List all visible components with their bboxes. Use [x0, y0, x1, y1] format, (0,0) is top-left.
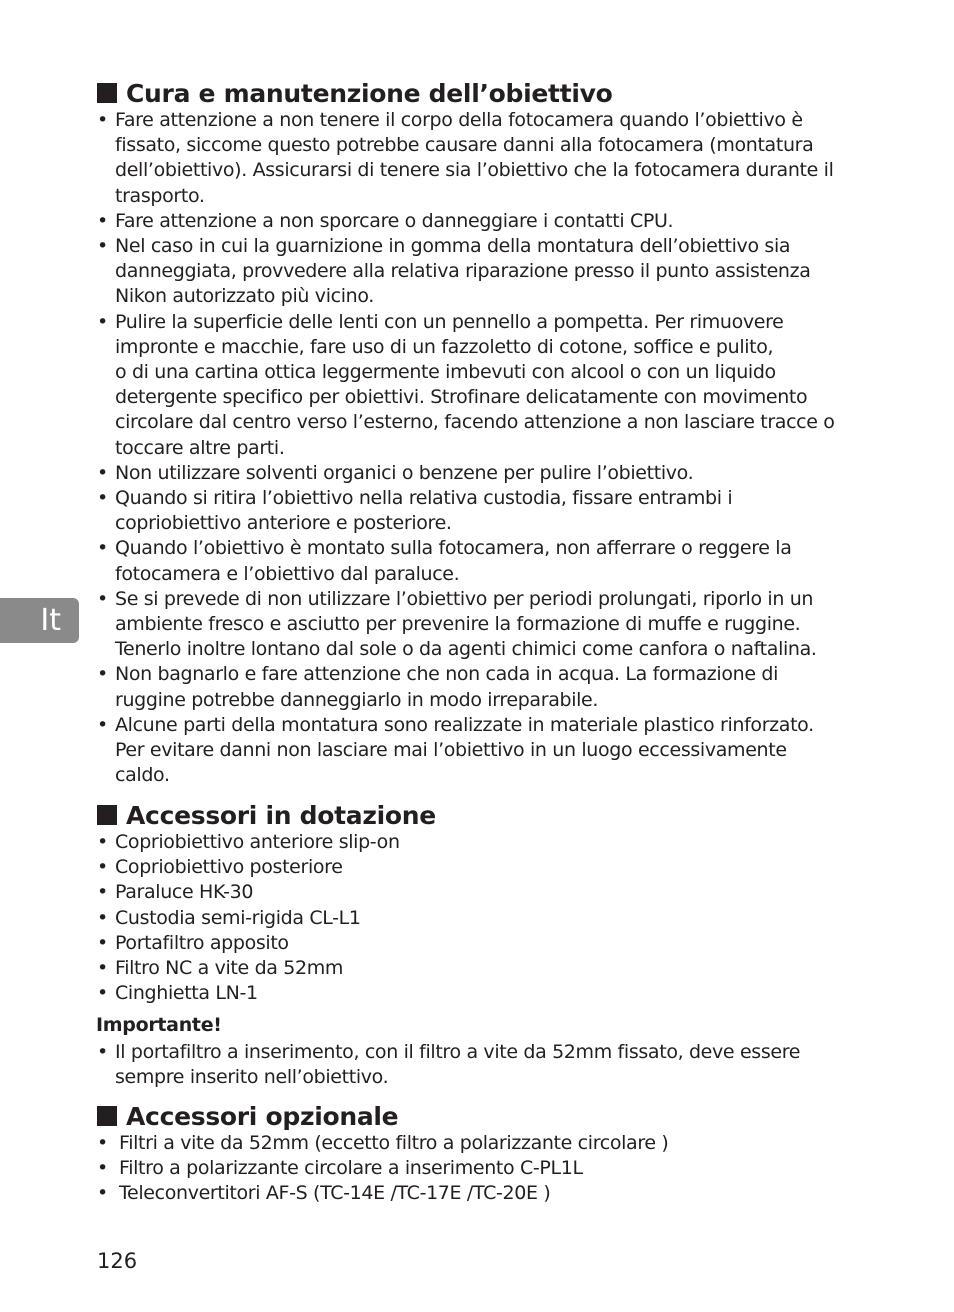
bullet-icon: • [97, 1157, 108, 1180]
bullet-icon: • [97, 1182, 108, 1205]
item-text-line: ambiente fresco e asciutto per prevenire la formazione di muffe e ruggine. [115, 613, 801, 636]
list-item [97, 956, 887, 981]
item-text-line: Copriobiettivo anteriore slip-on [115, 831, 400, 853]
item-text-line: Filtro NC a vite da 52mm [115, 957, 344, 980]
item-text-line: Pulire la superficie delle lenti con un pennello a pompetta. Per rimuovere [115, 310, 784, 333]
item-text-line: ruggine potrebbe danneggiarlo in modo irreparabile. [115, 688, 599, 711]
bullet-icon: • [97, 881, 108, 904]
item-text-line: Alcune parti della montatura sono realizzate in materiale plastico rinforzato. [115, 713, 814, 736]
section-heading-optional-accessories [97, 1102, 398, 1132]
bullet-icon: • [97, 587, 108, 610]
list-item [97, 1131, 887, 1156]
item-text-line: Portafiltro apposito [115, 931, 289, 954]
list-item [97, 461, 887, 486]
item-text-line: Nel caso in cui la guarnizione in gomma della montatura dell’obiettivo sia [115, 235, 791, 258]
item-text-line: Per evitare danni non lasciare mai l’obiettivo in un luogo eccessivamente [115, 739, 787, 762]
heading-text: Cura e manutenzione dell’obiettivo [126, 79, 613, 108]
bullet-icon: • [97, 831, 108, 853]
item-text-line: trasporto. [115, 184, 205, 207]
item-text-line: Nikon autorizzato più vicino. [115, 285, 374, 308]
bullet-icon: • [97, 713, 108, 736]
item-text-line: fotocamera e l’obiettivo dal paraluce. [115, 562, 460, 585]
list-item [97, 662, 887, 712]
bullet-icon: • [97, 856, 108, 879]
important-label: Importante! [96, 1014, 222, 1036]
section-heading-included-accessories [97, 801, 436, 831]
item-text-line: Il portafiltro a inserimento, con il filtro a vite da 52mm fissato, deve essere [115, 1041, 801, 1063]
item-text-line: impronte e macchie, fare uso di un fazzoletto di cotone, soffice e pulito, [115, 335, 774, 358]
item-text-line: fissato, siccome questo potrebbe causare danni alla fotocamera (montatura [115, 134, 814, 157]
list-item [97, 906, 887, 931]
list-item [97, 1040, 887, 1090]
item-text-line: Filtri a vite da 52mm (eccetto filtro a polarizzante circolare ) [119, 1132, 669, 1154]
item-text-line: Quando si ritira l’obiettivo nella relativa custodia, fissare entrambi i [115, 487, 733, 510]
item-text-line: Teleconvertitori AF-S (TC-14E /TC-17E /TC-20E ) [119, 1182, 551, 1205]
list-item [97, 1156, 887, 1181]
item-text-line: Non utilizzare solventi organici o benzene per pulire l’obiettivo. [115, 461, 694, 484]
care-list [97, 108, 887, 788]
item-text-line: Se si prevede di non utilizzare l’obiettivo per periodi prolungati, riporlo in un [115, 587, 814, 610]
item-text-line: detergente specifico per obiettivi. Strofinare delicatamente con movimento [115, 386, 808, 409]
list-item [97, 310, 887, 461]
item-text-line: o di una cartina ottica leggermente imbevuti con alcool o con un liquido [115, 361, 776, 384]
optional-accessories-list [97, 1131, 887, 1207]
bullet-icon: • [97, 461, 108, 484]
bullet-icon: • [97, 906, 108, 929]
item-text-line: Cinghietta LN-1 [115, 982, 258, 1005]
item-text-line: Fare attenzione a non tenere il corpo della fotocamera quando l’obiettivo è [115, 109, 803, 131]
list-item [97, 1181, 887, 1206]
included-accessories-list [97, 830, 887, 1006]
item-text-line: copriobiettivo anteriore e posteriore. [115, 512, 452, 535]
language-tab: It [0, 598, 79, 643]
square-bullet-icon [97, 805, 117, 825]
item-text-line: Non bagnarlo e fare attenzione che non cada in acqua. La formazione di [115, 663, 778, 686]
list-item [97, 108, 887, 209]
bullet-icon: • [97, 1132, 108, 1154]
list-item [97, 209, 887, 234]
bullet-icon: • [97, 209, 108, 232]
item-text-line: caldo. [115, 764, 170, 787]
item-text-line: Paraluce HK-30 [115, 881, 254, 904]
page-number: 126 [97, 1249, 138, 1273]
bullet-icon: • [97, 109, 108, 131]
item-text-line: Filtro a polarizzante circolare a inserimento C-PL1L [119, 1157, 583, 1180]
list-item [97, 981, 887, 1006]
item-text-line: Quando l’obiettivo è montato sulla fotocamera, non afferrare o reggere la [115, 537, 792, 560]
square-bullet-icon [97, 1106, 117, 1126]
item-text-line: danneggiata, provvedere alla relativa riparazione presso il punto assistenza [115, 260, 811, 283]
list-item [97, 713, 887, 789]
list-item [97, 587, 887, 663]
item-text-line: Fare attenzione a non sporcare o danneggiare i contatti CPU. [115, 209, 674, 232]
bullet-icon: • [97, 235, 108, 258]
heading-text: Accessori opzionale [126, 1102, 399, 1131]
list-item [97, 855, 887, 880]
item-text-line: circolare dal centro verso l’esterno, facendo attenzione a non lasciare tracce o [115, 411, 835, 434]
item-text-line: toccare altre parti. [115, 436, 285, 459]
important-list [97, 1040, 887, 1090]
bullet-icon: • [97, 1041, 108, 1063]
list-item [97, 830, 887, 855]
bullet-icon: • [97, 487, 108, 510]
bullet-icon: • [97, 310, 108, 333]
list-item [97, 486, 887, 536]
bullet-icon: • [97, 663, 108, 686]
list-item [97, 536, 887, 586]
item-text-line: Copriobiettivo posteriore [115, 856, 343, 879]
section-heading-care [97, 79, 613, 109]
list-item [97, 880, 887, 905]
bullet-icon: • [97, 537, 108, 560]
item-text-line: Custodia semi-rigida CL-L1 [115, 906, 361, 929]
bullet-icon: • [97, 982, 108, 1005]
list-item [97, 234, 887, 310]
item-text-line: dell’obiettivo). Assicurarsi di tenere sia l’obiettivo che la fotocamera durante il [115, 159, 834, 182]
bullet-icon: • [97, 931, 108, 954]
item-text-line: sempre inserito nell’obiettivo. [115, 1066, 389, 1089]
list-item [97, 931, 887, 956]
square-bullet-icon [97, 83, 117, 103]
bullet-icon: • [97, 957, 108, 980]
heading-text: Accessori in dotazione [126, 801, 436, 830]
item-text-line: Tenerlo inoltre lontano dal sole o da agenti chimici come canfora o naftalina. [115, 638, 817, 661]
